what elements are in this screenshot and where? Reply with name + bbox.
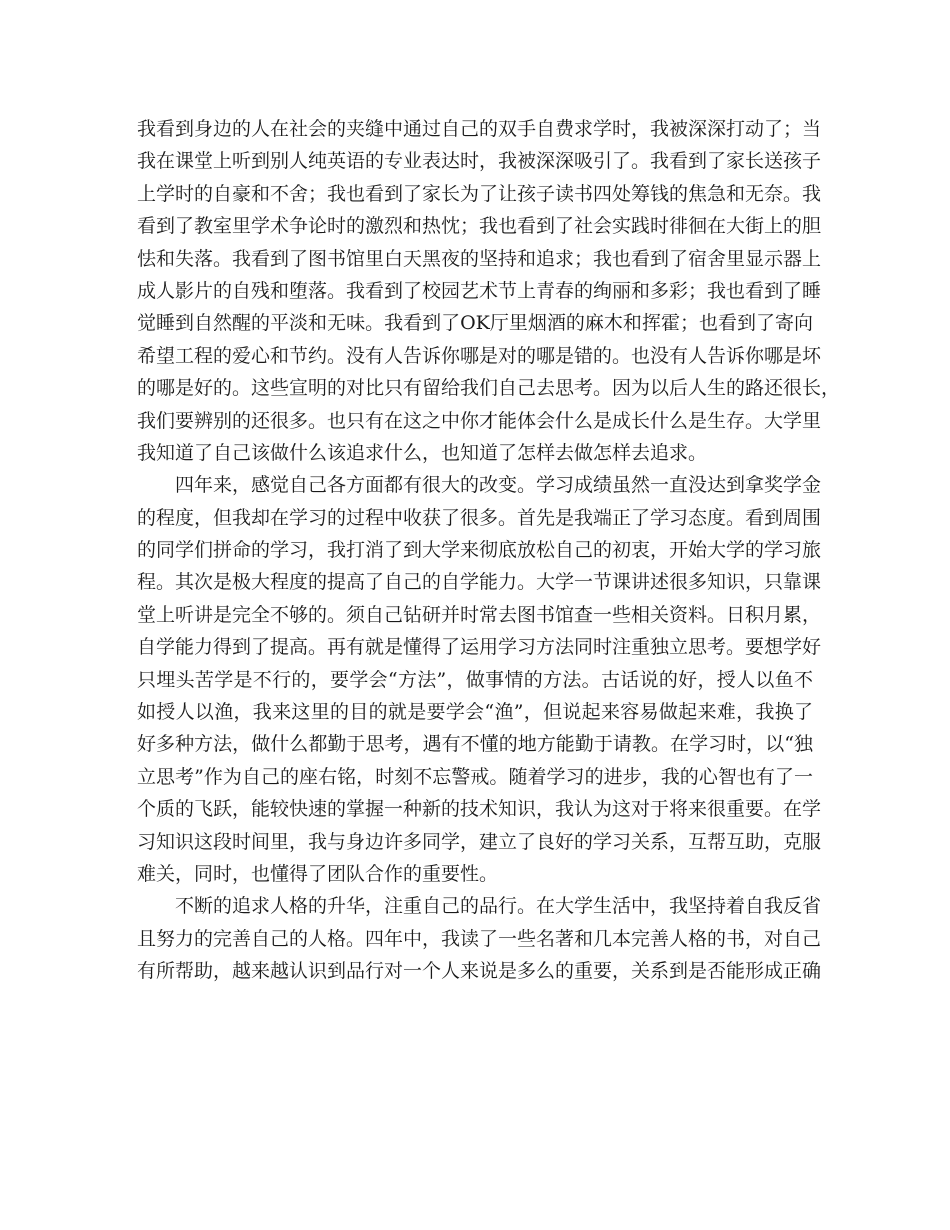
text-line: 我看到身边的人在社会的夹缝中通过自己的双手自费求学时，我被深深打动了；当 <box>137 118 822 140</box>
text-line: 我们要辨别的还很多。也只有在这之中你才能体会什么是成长什么是生存。大学里 <box>137 409 822 432</box>
text-line: 的哪是好的。这些宣明的对比只有留给我们自己去思考。因为以后人生的路还很长， <box>137 377 841 400</box>
text-line: 程。其次是极大程度的提高了自己的自学能力。大学一节课讲述很多知识，只靠课 <box>137 571 822 594</box>
text-line: 习知识这段时间里，我与身边许多同学，建立了良好的学习关系，互帮互助，克服 <box>137 830 822 853</box>
text-line: 好多种方法，做什么都勤于思考，遇有不懂的地方能勤于请教。在学习时，以“独 <box>137 733 813 756</box>
text-line-first: 四年来，感觉自己各方面都有很大的改变。学习成绩虽然一直没达到拿奖学金 <box>175 474 822 497</box>
paragraph-1 <box>137 113 841 469</box>
text-line: 我在课堂上听到别人纯英语的专业表达时，我被深深吸引了。我看到了家长送孩子 <box>137 150 822 173</box>
document-body <box>137 113 841 988</box>
text-line-last: 难关，同时，也懂得了团队合作的重要性。 <box>137 862 499 885</box>
text-line: 希望工程的爱心和节约。没有人告诉你哪是对的哪是错的。也没有人告诉你哪是坏 <box>137 344 822 367</box>
paragraph-2 <box>137 469 822 890</box>
text-line: 的程度，但我却在学习的过程中收获了很多。首先是我端正了学习态度。看到周围 <box>137 506 822 529</box>
text-line-first: 不断的追求人格的升华，注重自己的品行。在大学生活中，我坚持着自我反省 <box>175 895 822 918</box>
text-line: 怯和失落。我看到了图书馆里白天黑夜的坚持和追求；我也看到了宿舍里显示器上 <box>137 247 822 270</box>
text-line: 上学时的自豪和不舍；我也看到了家长为了让孩子读书四处筹钱的焦急和无奈。我 <box>137 182 822 205</box>
text-line-last: 我知道了自己该做什么该追求什么，也知道了怎样去做怎样去追求。 <box>137 441 708 464</box>
text-line: 成人影片的自残和堕落。我看到了校园艺术节上青春的绚丽和多彩；我也看到了睡 <box>137 279 822 302</box>
text-line: 立思考”作为自己的座右铭，时刻不忘警戒。随着学习的进步，我的心智也有了一 <box>137 765 813 788</box>
text-line: 只埋头苦学是不行的，要学会“方法”，做事情的方法。古话说的好，授人以鱼不 <box>137 668 813 691</box>
text-line: 自学能力得到了提高。再有就是懂得了运用学习方法同时注重独立思考。要想学好 <box>137 636 822 659</box>
text-line: 个质的飞跃，能较快速的掌握一种新的技术知识，我认为这对于将来很重要。在学 <box>137 798 822 821</box>
text-line: 觉睡到自然醒的平淡和无味。我看到了OK厅里烟酒的麻木和挥霍；也看到了寄向 <box>137 312 813 335</box>
text-line: 有所帮助，越来越认识到品行对一个人来说是多么的重要，关系到是否能形成正确 <box>137 960 822 983</box>
text-line: 且努力的完善自己的人格。四年中，我读了一些名著和几本完善人格的书，对自己 <box>137 927 822 950</box>
text-line: 看到了教室里学术争论时的激烈和热忱；我也看到了社会实践时徘徊在大街上的胆 <box>137 215 822 238</box>
text-line: 的同学们拼命的学习，我打消了到大学来彻底放松自己的初衷，开始大学的学习旅 <box>137 539 822 562</box>
text-line: 如授人以渔，我来这里的目的就是要学会“渔”，但说起来容易做起来难，我换了 <box>137 701 813 724</box>
paragraph-3 <box>137 890 822 987</box>
text-line: 堂上听讲是完全不够的。须自己钻研并时常去图书馆查一些相关资料。日积月累， <box>137 603 822 626</box>
